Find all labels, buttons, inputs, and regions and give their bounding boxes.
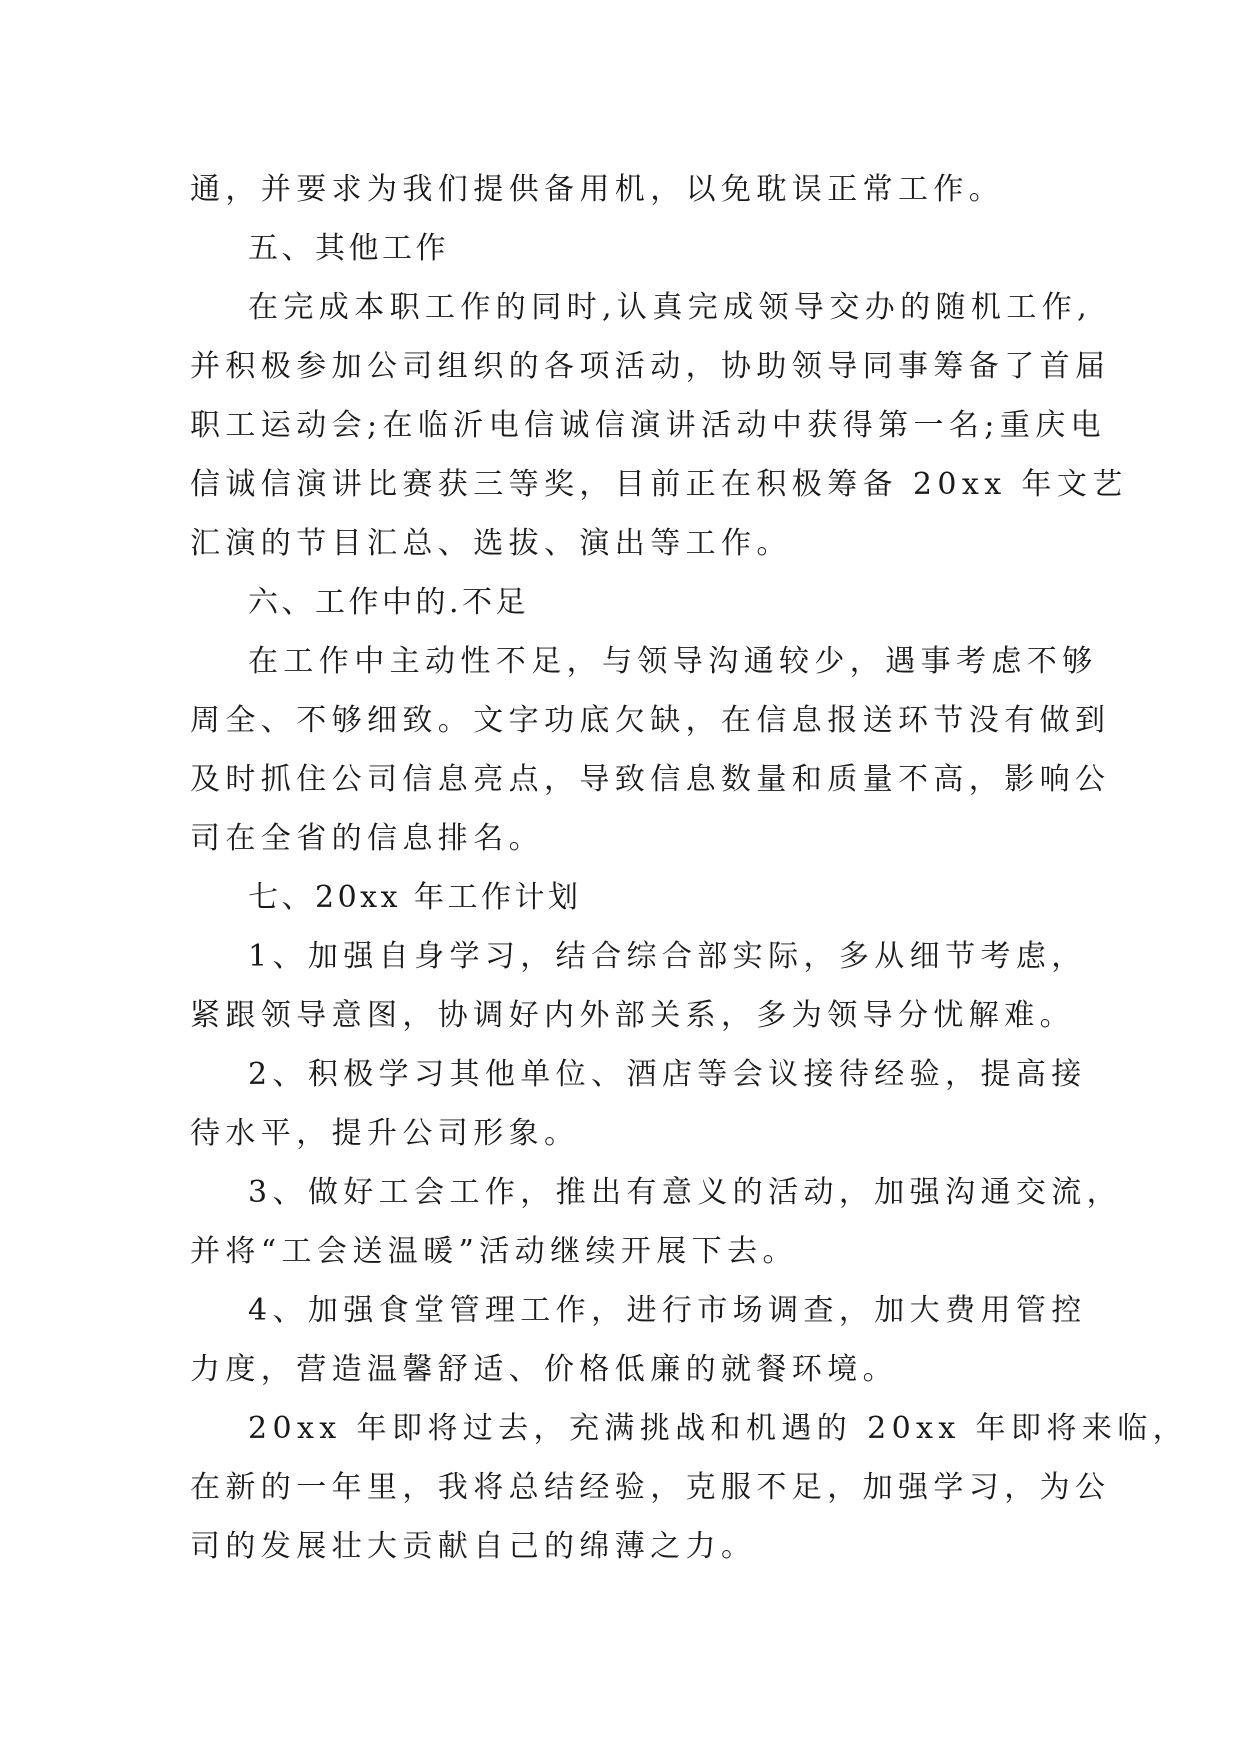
paragraph-line: 及时抓住公司信息亮点，导致信息数量和质量不高，影响公 (190, 762, 1111, 797)
paragraph-line: 在新的一年里，我将总结经验，克服不足，加强学习，为公 (190, 1470, 1111, 1505)
paragraph-line: 汇演的节目汇总、选拔、演出等工作。 (190, 526, 792, 561)
paragraph-line: 紧跟领导意图，协调好内外部关系，多为领导分忧解难。 (190, 998, 1075, 1033)
paragraph-line: 司在全省的信息排名。 (190, 821, 544, 856)
paragraph-line: 信诚信演讲比赛获三等奖，目前正在积极筹备 20xx 年文艺 (190, 467, 1128, 502)
paragraph-line: 4、加强食堂管理工作，进行市场调查，加大费用管控 (248, 1293, 1087, 1328)
paragraph-line: 1、加强自身学习，结合综合部实际，多从细节考虑， (248, 939, 1087, 974)
paragraph-line: 在工作中主动性不足，与领导沟通较少，遇事考虑不够 (248, 644, 1098, 679)
paragraph-line: 力度，营造温馨舒适、价格低廉的就餐环境。 (190, 1352, 898, 1387)
paragraph-line: 并积极参加公司组织的各项活动，协助领导同事筹备了首届 (190, 349, 1111, 384)
paragraph-line: 3、做好工会工作，推出有意义的活动，加强沟通交流， (248, 1175, 1123, 1210)
paragraph-line: 在完成本职工作的同时,认真完成领导交办的随机工作, (248, 290, 1093, 325)
paragraph-line: 通，并要求为我们提供备用机，以免耽误正常工作。 (190, 172, 1005, 207)
paragraph-line: 20xx 年即将过去，充满挑战和机遇的 20xx 年即将来临， (248, 1411, 1189, 1446)
paragraph-line: 职工运动会;在临沂电信诚信演讲活动中获得第一名;重庆电 (190, 408, 1107, 443)
paragraph-line: 并将“工会送温暖”活动继续开展下去。 (190, 1234, 798, 1269)
section-heading: 七、20xx 年工作计划 (248, 880, 582, 915)
section-heading: 六、工作中的.不足 (248, 585, 530, 620)
section-heading: 五、其他工作 (248, 231, 449, 266)
document-body (190, 160, 1189, 1576)
paragraph-line: 待水平，提升公司形象。 (190, 1116, 580, 1151)
paragraph-line: 司的发展壮大贡献自己的绵薄之力。 (190, 1529, 757, 1564)
paragraph-line: 2、积极学习其他单位、酒店等会议接待经验，提高接 (248, 1057, 1087, 1092)
paragraph-line: 周全、不够细致。文字功底欠缺，在信息报送环节没有做到 (190, 703, 1111, 738)
